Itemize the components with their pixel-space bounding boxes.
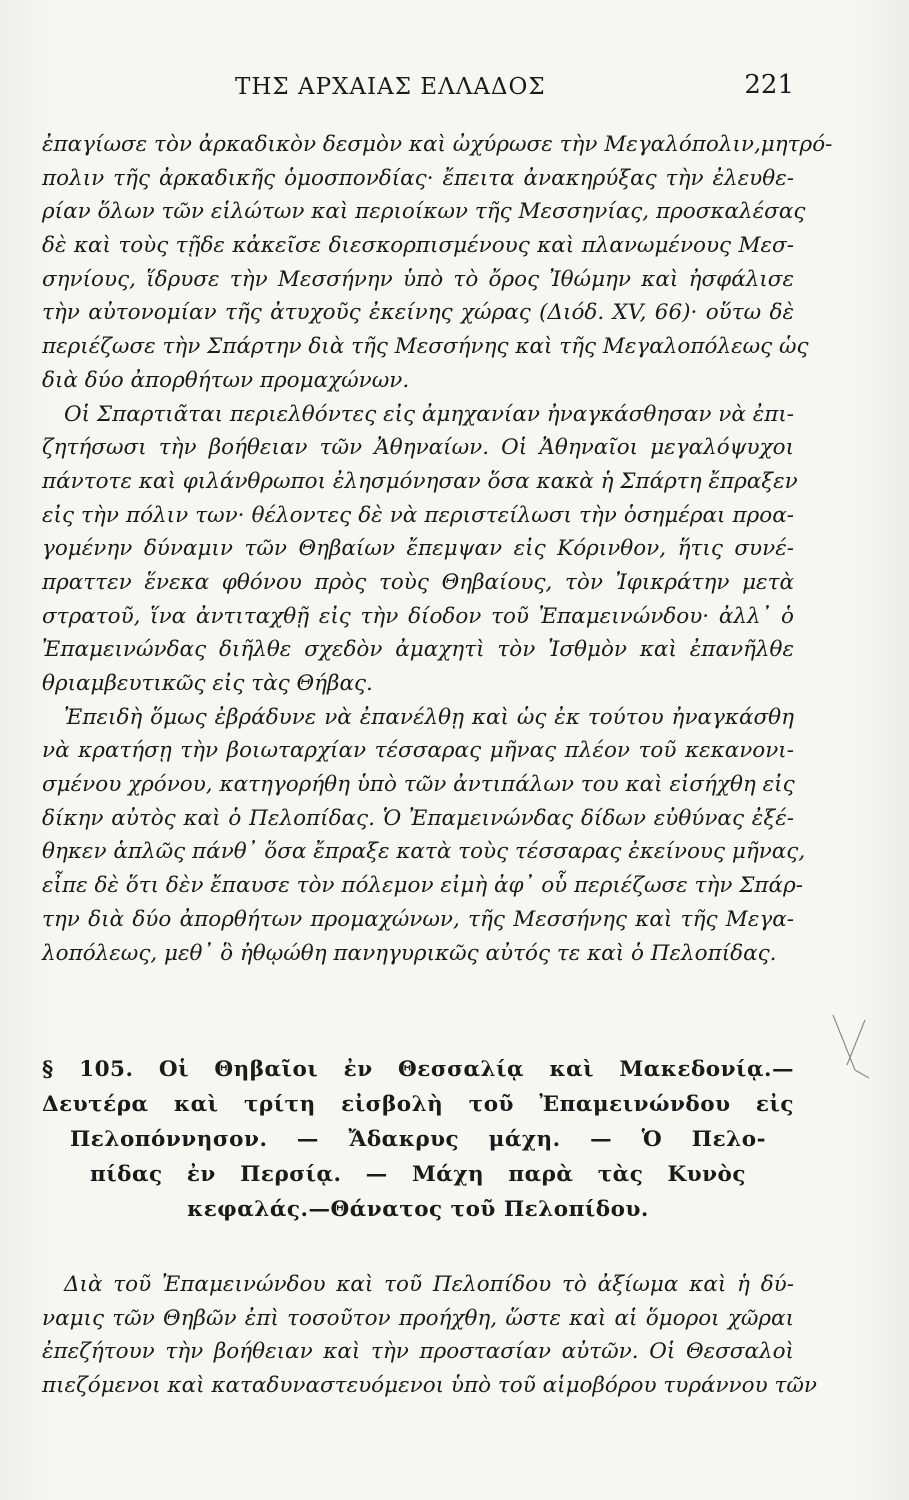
text-line: την διὰ δύο ἀπορθήτων προμαχώνων, τῆς Μεσσήνης καὶ τῆς Μεγα- — [42, 906, 794, 932]
text-line: λοπόλεως, μεθ᾽ ὃ ἠθῳώθη πανηγυρικῶς αὐτός τε καὶ ὁ Πελοπίδας. — [42, 940, 777, 966]
text-line: στρατοῦ, ἵνα ἀντιταχθῇ εἰς τὴν δίοδον τοῦ Ἐπαμεινώνδου· ἀλλ᾽ ὁ — [42, 603, 794, 629]
text-line: Ἐπειδὴ ὅμως ἐβράδυνε νὰ ἐπανέλθῃ καὶ ὡς ἐκ τούτου ἠναγκάσθη — [64, 704, 794, 730]
text-line: Οἱ Σπαρτιᾶται περιελθόντες εἰς ἀμηχανίαν ἠναγκάσθησαν νὰ ἐπι- — [64, 401, 795, 427]
text-line: ἐπεζήτουν τὴν βοήθειαν καὶ τὴν προστασίαν αὐτῶν. Οἱ Θεσσαλοὶ — [42, 1339, 794, 1365]
text-line: γομένην δύναμιν τῶν Θηβαίων ἔπεμψαν εἰς Κόρινθον, ἥτις συνέ- — [42, 536, 794, 562]
heading-line: Δευτέρα καὶ τρίτη εἰσβολὴ τοῦ Ἐπαμεινώνδου εἰς — [42, 1092, 794, 1117]
page-header — [60, 68, 800, 108]
section-text — [42, 1268, 817, 1403]
text-line: διὰ δύο ἀπορθήτων προμαχώνων. — [42, 367, 410, 393]
body-text — [42, 128, 833, 970]
text-line: δίκην αὐτὸς καὶ ὁ Πελοπίδας. Ὁ Ἐπαμεινώνδας δίδων εὐθύνας ἐξέ- — [42, 805, 794, 831]
text-line: δὲ καὶ τοὺς τῇδε κἀκεῖσε διεσκορπισμένους καὶ πλανωμένους Μεσ- — [42, 233, 794, 259]
text-line: πολιν τῆς ἀρκαδικῆς ὁμοσπονδίας· ἔπειτα ἀνακηρύξας τὴν ἐλευθε- — [42, 165, 794, 191]
section-heading — [42, 1052, 794, 1227]
text-line: πραττεν ἕνεκα φθόνου πρὸς τοὺς Θηβαίους, τὸν Ἰφικράτην μετὰ — [42, 569, 794, 595]
text-line: εἰς τὴν πόλιν των· θέλοντες δὲ νὰ περιστείλωσι τὴν ὁσημέραι προα- — [42, 502, 794, 528]
pencil-mark — [825, 1010, 875, 1080]
text-line: Διὰ τοῦ Ἐπαμεινώνδου καὶ τοῦ Πελοπίδου τὸ ἀξίωμα καὶ ἡ δύ- — [64, 1272, 794, 1297]
running-title: ΤΗΣ ΑΡΧΑΙΑΣ ΕΛΛΑΔΟΣ — [235, 74, 546, 100]
heading-line: § 105. Οἱ Θηβαῖοι ἐν Θεσσαλίᾳ καὶ Μακεδονίᾳ.— — [42, 1057, 794, 1082]
paragraph — [42, 701, 806, 971]
page-number: 221 — [744, 70, 794, 100]
text-line: σμένου χρόνου, κατηγορήθη ὑπὸ τῶν ἀντιπάλων του καὶ εἰσήχθη εἰς — [42, 772, 795, 798]
text-line: ἐπαγίωσε τὸν ἀρκαδικὸν δεσμὸν καὶ ὠχύρωσε τὴν Μεγαλόπολιν,μητρό- — [42, 132, 833, 157]
text-line: περιέζωσε τὴν Σπάρτην διὰ τῆς Μεσσήνης καὶ τῆς Μεγαλοπόλεως ὡς — [42, 334, 809, 360]
heading-line: πίδας ἐν Περσίᾳ. — Μάχη παρὰ τὰς Κυνὸς — [90, 1162, 746, 1187]
text-line: ζητήσωσι τὴν βοήθειαν τῶν Ἀθηναίων. Οἱ Ἀθηναῖοι μεγαλόψυχοι — [42, 435, 794, 461]
text-line: θριαμβευτικῶς εἰς τὰς Θήβας. — [42, 671, 373, 696]
text-line: ναμις τῶν Θηβῶν ἐπὶ τοσοῦτον προήχθη, ὥστε καὶ αἱ ὅμοροι χῶραι — [42, 1305, 794, 1331]
text-line: σηνίους, ἵδρυσε τὴν Μεσσήνην ὑπὸ τὸ ὄρος Ἰθώμην καὶ ἠσφάλισε — [42, 266, 794, 292]
heading-line: κεφαλάς.—Θάνατος τοῦ Πελοπίδου. — [187, 1197, 649, 1222]
text-line: πιεζόμενοι καὶ καταδυναστευόμενοι ὑπὸ τοῦ αἱμοβόρου τυράννου τῶν — [42, 1373, 817, 1399]
text-line: πάντοτε καὶ φιλάνθρωποι ἐλησμόνησαν ὅσα κακὰ ἡ Σπάρτη ἔπραξεν — [42, 468, 798, 494]
text-line: εἶπε δὲ ὅτι δὲν ἔπαυσε τὸν πόλεμον εἰμὴ ἀφ᾽ οὗ περιέζωσε τὴν Σπάρ- — [42, 873, 803, 899]
text-line: τὴν αὐτονομίαν τῆς ἀτυχοῦς ἐκείνης χώρας (Διόδ. XV, 66)· οὕτω δὲ — [42, 300, 794, 326]
paragraph — [42, 398, 798, 701]
text-line: νὰ κρατήσῃ τὴν βοιωταρχίαν τέσσαρας μῆνας πλέον τοῦ κεκανονι- — [42, 738, 794, 764]
text-line: Ἐπαμεινώνδας διῆλθε σχεδὸν ἀμαχητὶ τὸν Ἰσθμὸν καὶ ἐπανῆλθε — [42, 637, 794, 663]
text-line: ρίαν ὅλων τῶν εἱλώτων καὶ περιοίκων τῆς Μεσσηνίας, προσκαλέσας — [42, 199, 806, 225]
text-line: θηκεν ἁπλῶς πάνθ᾽ ὅσα ἔπραξε κατὰ τοὺς τέσσαρας ἐκείνους μῆνας, — [42, 839, 806, 865]
heading-line: Πελοπόννησον. — Ἄδακρυς μάχη. — Ὁ Πελο- — [70, 1127, 766, 1152]
paragraph — [42, 128, 833, 398]
